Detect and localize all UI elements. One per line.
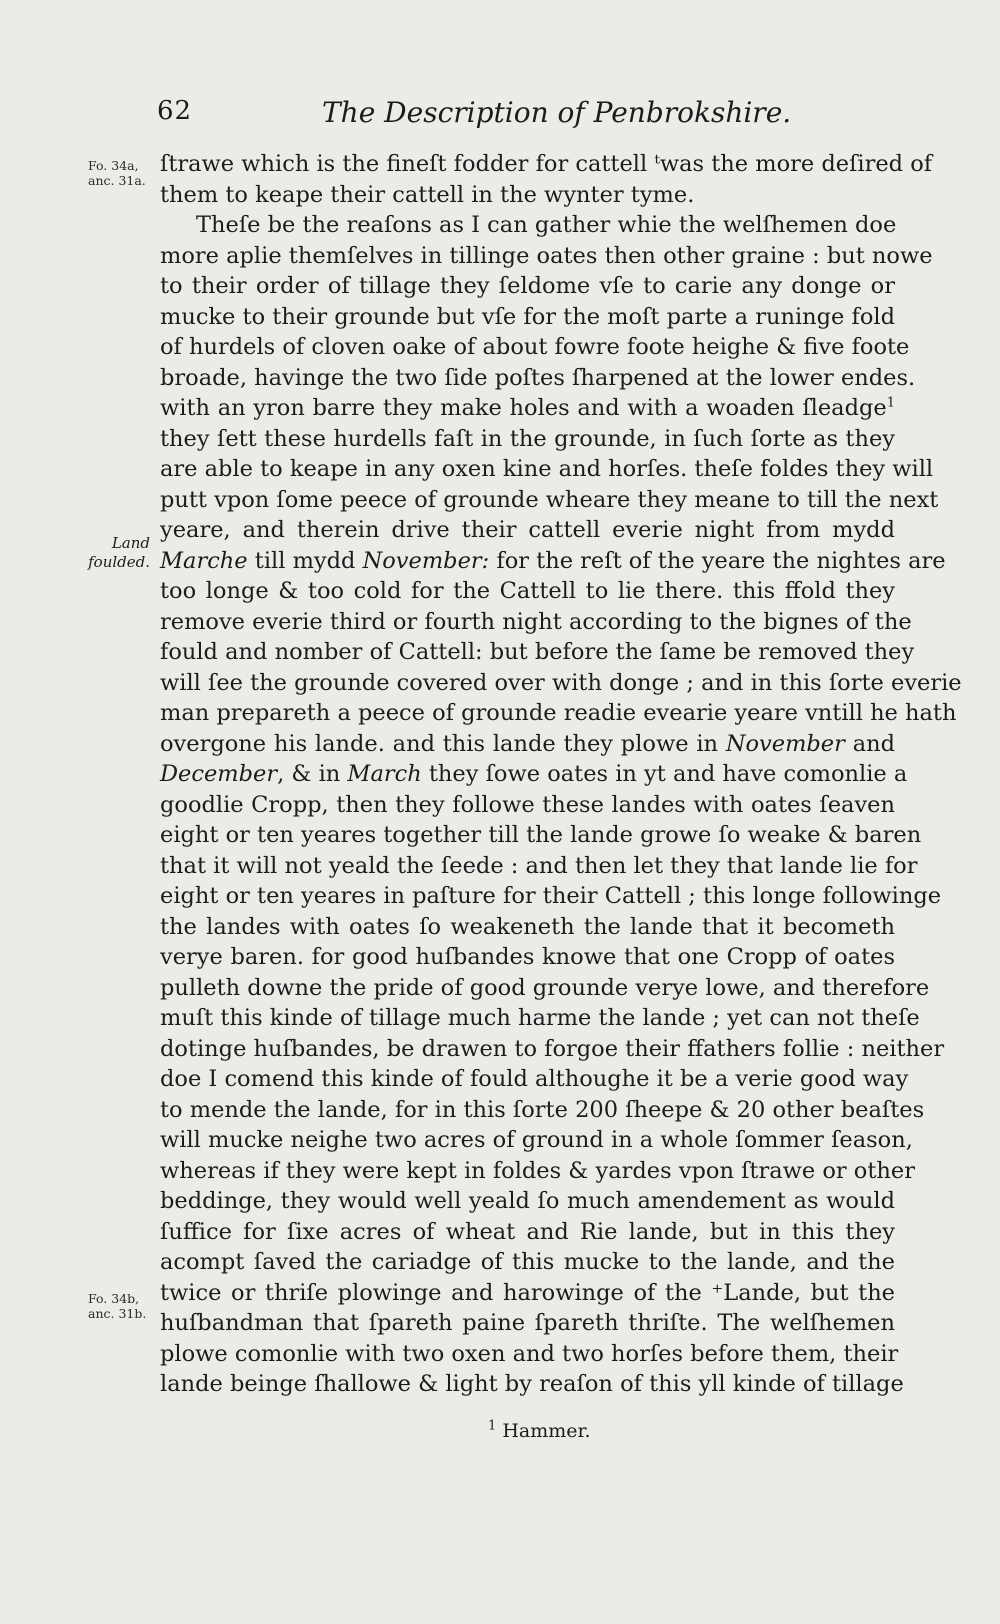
text-line: [160, 729, 895, 760]
margin-folio-34a: [88, 158, 146, 188]
text-line: they ſett these hurdells faſt in the grounde, in ſuch ſorte as they: [160, 425, 895, 452]
margin-note-land-foulded: [86, 534, 150, 572]
text-line: dotinge huſbandes, be drawen to forgoe their ffathers follie : neither: [160, 1035, 945, 1062]
text-run: , & in: [277, 761, 341, 787]
text-line: beddinge, they would well yeald ſo much amendement as would: [160, 1188, 895, 1214]
running-header: [157, 96, 897, 136]
text-line: [160, 759, 908, 790]
text-line: to their order of tillage they ſeldome vſe to carie any donge or: [160, 273, 895, 299]
text-line: yeare, and therein drive their cattell everie night from mydd: [160, 517, 895, 543]
margin-note-line: Land: [111, 534, 150, 552]
text-line: will ſee the grounde covered over with donge ; and in this ſorte everie: [160, 669, 962, 696]
margin-note-line: foulded.: [88, 553, 150, 571]
running-title: The Description of Penbrokshire.: [322, 96, 792, 129]
text-line: fould and nomber of Cattell: but before the ſame be removed they: [160, 639, 915, 665]
text-line: to mende the lande, for in this ſorte 200 ſheepe & 20 other beaſtes: [160, 1096, 925, 1123]
text-line: pulleth downe the pride of good grounde verye lowe, and therefore: [160, 974, 930, 1001]
text-line: doe I comend this kinde of fould althoughe it be a verie good way: [160, 1066, 909, 1092]
text-run: overgone his lande. and this lande they plowe in: [160, 730, 719, 757]
text-run: for the reſt of the yeare the nightes are: [496, 547, 946, 574]
margin-folio-34b: [88, 1291, 146, 1321]
margin-folio-line: Fo. 34a,: [88, 158, 139, 173]
italic-word: March: [347, 761, 422, 787]
text-line: are able to keape in any oxen kine and horſes. theſe foldes they will: [160, 456, 934, 482]
footnote-text: Hammer.: [502, 1420, 591, 1442]
text-line: eight or ten yeares together till the lande growe ſo weake & baren: [160, 822, 922, 848]
text-line: more aplie themſelves in tillinge oates then other graine : but nowe: [160, 242, 933, 269]
text-line: them to keape their cattell in the wynter tyme.: [160, 181, 695, 208]
text-line: twice or thriſe plowinge and harowinge of the ⁺Lande, but the: [160, 1279, 895, 1306]
italic-word: Marche: [160, 547, 248, 574]
text-line: too longe & too cold for the Cattell to lie there. this ffold they: [160, 578, 895, 604]
italic-word: November:: [362, 547, 490, 574]
text-line: broade, havinge the two ſide poſtes ſharpened at the lower endes.: [160, 364, 916, 391]
text-line: putt vpon ſome peece of grounde wheare they meane to till the next: [160, 486, 939, 513]
text-run: till mydd: [254, 547, 356, 574]
text-line: the landes with oates ſo weakeneth the lande that it becometh: [160, 913, 895, 940]
text-line: lande beinge ſhallowe & light by reaſon of this yll kinde of tillage: [160, 1371, 904, 1397]
text-line: acompt ſaved the cariadge of this mucke to the lande, and the: [160, 1249, 895, 1275]
text-line: ſuffice for ſixe acres of wheat and Rie lande, but in this they: [160, 1218, 895, 1245]
margin-folio-line: anc. 31b.: [88, 1306, 147, 1321]
body-text: [160, 149, 962, 1400]
footnote: [488, 1420, 591, 1442]
text-line: plowe comonlie with two oxen and two horſes before them, their: [160, 1340, 899, 1367]
text-line: [160, 393, 895, 424]
margin-folio-line: Fo. 34b,: [88, 1291, 140, 1306]
text-line: verye baren. for good huſbandes knowe that one Cropp of oates: [160, 944, 895, 970]
text-line: ſtrawe which is the fineſt fodder for cattell ᵗwas the more deſired of: [160, 151, 933, 177]
text-line: of hurdels of cloven oake of about fowre foote heighe & five foote: [160, 334, 910, 360]
text-line: mucke to their grounde but vſe for the moſt parte a runinge fold: [160, 303, 895, 330]
text-line: muſt this kinde of tillage much harme the lande ; yet can not theſe: [160, 1005, 920, 1031]
italic-word: November: [725, 730, 845, 757]
text-run: they ſowe oates in yt and have comonlie a: [428, 761, 908, 787]
text-line: eight or ten yeares in paſture for their Cattell ; this longe followinge: [160, 883, 942, 909]
text-line: whereas if they were kept in foldes & yardes vpon ſtrawe or other: [160, 1157, 915, 1184]
footnote-marker: 1: [488, 1418, 497, 1434]
italic-word: December: [160, 761, 278, 787]
text-line: goodlie Cropp, then they followe these landes with oates ſeaven: [160, 791, 895, 818]
text-line: remove everie third or fourth night according to the bignes of the: [160, 608, 912, 635]
footnote-ref: 1: [886, 395, 895, 411]
text-line: [160, 546, 946, 577]
margin-folio-line: anc. 31a.: [88, 173, 146, 188]
text-run: and: [852, 730, 895, 757]
text-line: huſbandman that ſpareth paine ſpareth thriſte. The welſhemen: [160, 1310, 895, 1336]
page-number: 62: [157, 96, 193, 126]
text-line: that it will not yeald the ſeede : and then let they that lande lie for: [160, 852, 918, 879]
text-line: Theſe be the reaſons as I can gather whie the welſhemen doe: [196, 212, 897, 238]
text-run: with an yron barre they make holes and with a woaden ſleadge: [160, 395, 887, 421]
text-line: man prepareth a peece of grounde readie evearie yeare vntill he hath: [160, 700, 957, 726]
text-line: will mucke neighe two acres of ground in a whole ſommer ſeason,: [160, 1127, 913, 1153]
